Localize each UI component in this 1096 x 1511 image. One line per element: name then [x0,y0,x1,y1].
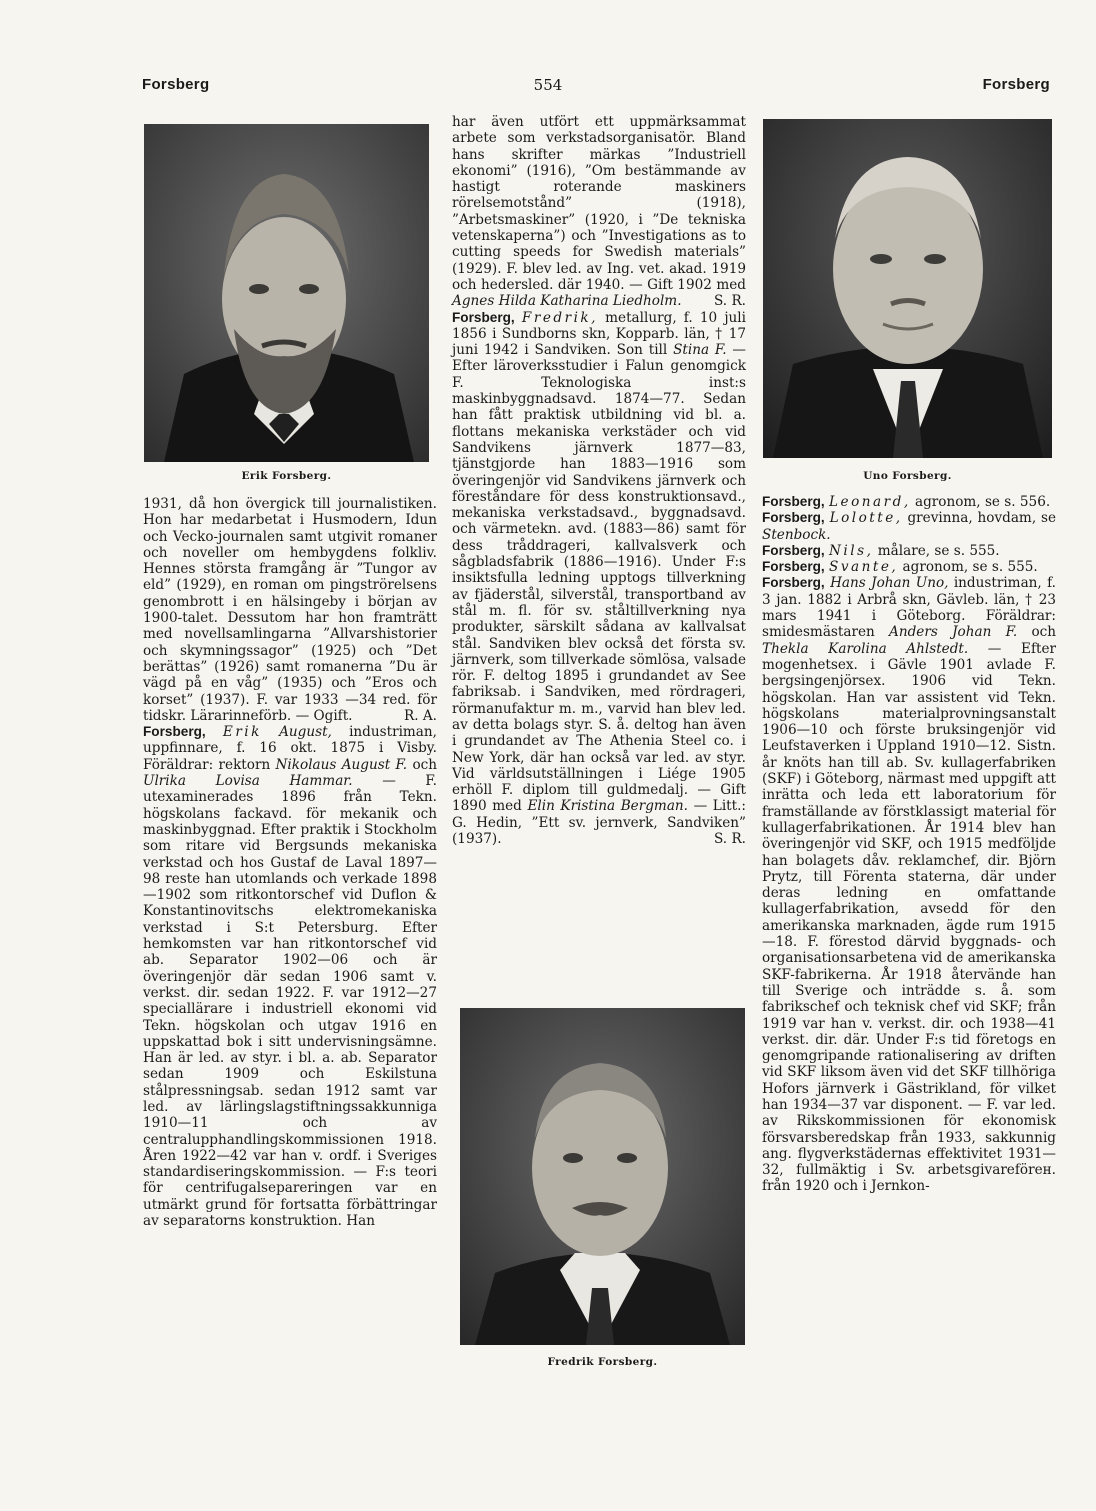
entry-surname: Forsberg, [143,724,206,740]
entry-text: industriman, f. 3 jan. 1882 i Arbrå skn, Gävleb. län, † 23 mars 1941 i Göteborg. Föräldrar: smidesmästaren [762,575,1056,641]
entry-text: målare, se s. 555. [873,542,1000,559]
entry-svante-forsberg [762,559,1056,575]
portrait-erik-forsberg [144,124,429,462]
entry-text: metallurg, f. 10 juli 1856 i Sundborns skn, Kopparb. län, † 17 juni 1942 i Sandviken. Son till [452,309,746,359]
entry-text: industriman, uppfinnare, f. 16 okt. 1875 i Visby. Föräldrar: rektorn [143,724,437,773]
entry-text: — F. utexaminerades 1896 från Tekn. högskolans fackavd. för mekanik och maskinbyggnad. Efter praktik i Stockholm som ritare vid Bergsunds mekaniska verkstad och hos Gustaf de Laval 1897—98 reste han utomlands och verkade 1898—1902 som ritkontorschef vid Duflon & Konstantinovitschs elektromekaniska verkstad i S:t Petersburg. Efter hemkomsten var han ritkontorschef vid ab. Separator 1902—06 och är överingenjör där sedan 1906 samt v. verkst. dir. sedan 1922. F. var 1912—27 speciallärare i industriell ekonomi vid Tekn. högskolan och utgav 1916 en uppskattad bok i sitt undervisningsämne. Han är led. av styr. i bl. a. ab. Separator sedan 1909 och Eskilstuna stålpressningsab. sedan 1912 samt var led. av lärlingslagstiftningssakkunniga 1910—11 och av centralupphandlingskommissionen 1918. Åren 1922—42 var han v. ordf. i Sveriges standardiseringskommission. — F:s teori för centrifugalsepareringen var en utmärkt grund för fortsatta förbättringar av separatorns konstruktion. Han [143,773,437,1230]
entry-given-name: Leonard, [829,494,911,510]
father-name: Anders Johan F. [889,624,1018,641]
paragraph-text: 1931, då hon övergick till journalistiken. Hon har medarbetat i Husmodern, Idun och Vecko-journalen samt utgivit romaner och noveller om hembygdens folkliv. Hennes största framgång är ”Tungor av eld” (1929), en roman om pingströrelsens genombrott i en hälsingeby i början av 1900-talet. Dessutom har hon framträtt med novellsamlingarna ”Allvarshistorier och skymningssagor” (1925) och ”Det berättas” (1926) samt romanerna ”Du är vägd på en våg” (1935) och ”Eros och korset” (1937). F. var 1933 —34 red. för tidskr. Lärarinneförb. — Ogift. [143,496,437,724]
entry-text: agronom, se s. 556. [910,494,1051,510]
author-signature: S. R. [713,293,746,310]
entry-lolotte-forsberg [762,510,1056,543]
entry-given-name: Hans Johan Uno, [830,575,949,592]
entry-text: — Efter mogenhetsex. i Gävle 1901 avlade F. bergsingenjörsex. 1906 vid Tekn. högskolan. Han var assistent vid Tekn. högskolans materialprovningsanstalt 1906—10 och förste bruksingenjör vid Leufstaverken i Uppland 1910—12. Sistn. år knöts han till ab. Sv. kullagerfabriken (SKF) i Göteborg, närmast med uppgift att inrätta och leda ett laboratorium för framställande av förstklassigt material för kullagerfabrikationen. År 1914 blev han överingenjör vid SKF, och 1915 medföljde han bolagets dåv. reklamchef, dir. Björn Prytz, till Förenta staterna, där under deras ledning en omfattande kullagerfabrikation, avsedd för den amerikanska marknaden, ägde rum 1915—18. F. förestod därvid byggnads- och organisationsarbetena vid de amerikanska SKF-fabrikerna. År 1918 återvände han till Sverige och inträdde s. å. som fabrikschef och teknisk chef vid SKF; från 1919 var han v. verkst. dir. och 1938—41 verkst. dir. där. Under F:s tid företogs en genomgripande rationalisering av driften vid SKF liksom även vid det SKF tillhöriga Hofors järnverk i Gästrikland, för vilket han 1934—37 var disponent. — F. var led. av Rikskommissionen för ekonomisk försvarsberedskap från 1933, sakkunnig ang. flygverkstädernas effektivitet 1931—32, fullmäktig i Sv. arbetsgivareförен. från 1920 och i Jernkon- [762,640,1056,1195]
entry-surname: Forsberg, [762,510,825,526]
cross-reference: Stenbock. [762,526,831,543]
entry-surname: Forsberg, [762,542,825,558]
text-column-2 [452,114,746,847]
entry-surname: Forsberg, [762,575,825,591]
text-column-1 [143,496,437,1229]
entry-given-name: Svante, [829,559,899,576]
mother-name: Stina F. [673,342,727,359]
entry-given-name-2: August, [279,724,332,741]
entry-text: agronom, se s. 555. [898,559,1038,576]
running-header [0,72,1096,102]
entry-uno-forsberg [762,575,1056,1194]
author-signature: R. A. [403,707,437,724]
entry-text: grevinna, hovdam, se [902,510,1057,527]
portrait-uno-forsberg [763,119,1052,458]
entry-text: och [1017,624,1057,641]
entry-given-name: Erik [222,724,262,741]
entry-fredrik-forsberg [452,310,746,848]
entry-erik-forsberg-continued [452,114,746,310]
portrait-fredrik-forsberg [460,1008,745,1345]
entry-surname: Forsberg, [452,309,515,325]
mother-name: Ulrika Lovisa Hammar. [143,773,353,790]
page-number: 554 [533,76,563,94]
caption-erik: Erik Forsberg. [241,470,332,482]
entry-given-name: Lolotte, [829,510,903,527]
entry-nils-forsberg [762,543,1056,559]
wife-name: Elin Kristina Bergman. [527,798,688,815]
mother-name: Thekla Karolina Ahlstedt. [762,640,969,657]
entry-erik-forsberg [143,724,437,1229]
header-left-title: Forsberg [142,76,210,93]
entry-leonard-forsberg [762,494,1056,510]
author-signature: S. R. [713,831,746,848]
entry-text: har även utfört ett uppmärksammat arbete som verkstadsorganisatör. Bland hans skrifter märkas ”Industriell ekonomi” (1916), ”Om bestämmande av hastigt roterande maskiners rörelsemotstånd” (1918), ”Arbetsmaskiner” (1920, i ”De tekniska vetenskaperna”) och ”Investigations as to cutting speeds for Swedish materials” (1929). F. blev led. av Ing. vet. akad. 1919 och hedersled. där 1940. — Gift 1902 med [452,114,746,293]
entry-text: — Efter läroverksstudier i Falun genomgick F. Teknologiska inst:s maskinbyggnadsavd. 1874—77. Sedan han fått praktisk utbildning vid bl. a. flottans mekaniska verkstäder och vid Sandvikens järnverk 1877—83, tjänstgjorde han 1883—1916 som överingenjör vid Sandvikens järnverk och föreståndare för dess konstruktionsavd., mekaniska verkstadsavd., byggnadsavd. och värmetekn. avd. (1883—86) samt för dess tråddrageri, kallvalsverk och sågbladsfabrik (1886—1916). Under F:s insiktsfulla ledning upptogs tillverkning av fjäderstål, silverstål, transportband av stål m. fl. för sv. ståltillverkning nya produkter, särskilt sådana av kallvalsat stål. Sandviken blev också det första sv. järnverk, som tillverkade sömlösa, valsade rör. F. deltog 1895 i grundandet av See fabriksab. i Sandviken, med rördrageri, rörmanufaktur m. m., varvid han blev led. av detta bolags styr. S. å. deltog han även i grundandet av The Athenia Steel co. i New York, där han också var led. av styr. Vid världsutställningen i Liége 1905 erhöll F. diplom till guldmedalj. — Gift 1890 med [452,342,746,815]
entry-text: och [407,756,437,773]
wife-name: Agnes Hilda Katharina Liedholm. [452,293,682,310]
entry-surname: Forsberg, [762,559,825,575]
entry-surname: Forsberg, [762,494,825,509]
father-name: Nikolaus August F. [275,756,408,773]
paragraph-continued [143,496,437,724]
header-right-title: Forsberg [982,76,1050,93]
caption-uno: Uno Forsberg. [863,470,952,482]
text-column-3 [762,494,1056,1195]
caption-fredrik: Fredrik Forsberg. [547,1356,658,1368]
entry-given-name: Fredrik, [521,309,598,326]
entry-given-name: Nils, [829,542,874,559]
entry-text: — Litt.: G. Hedin, ”Ett sv. jernverk, Sandviken” (1937). [452,798,747,848]
